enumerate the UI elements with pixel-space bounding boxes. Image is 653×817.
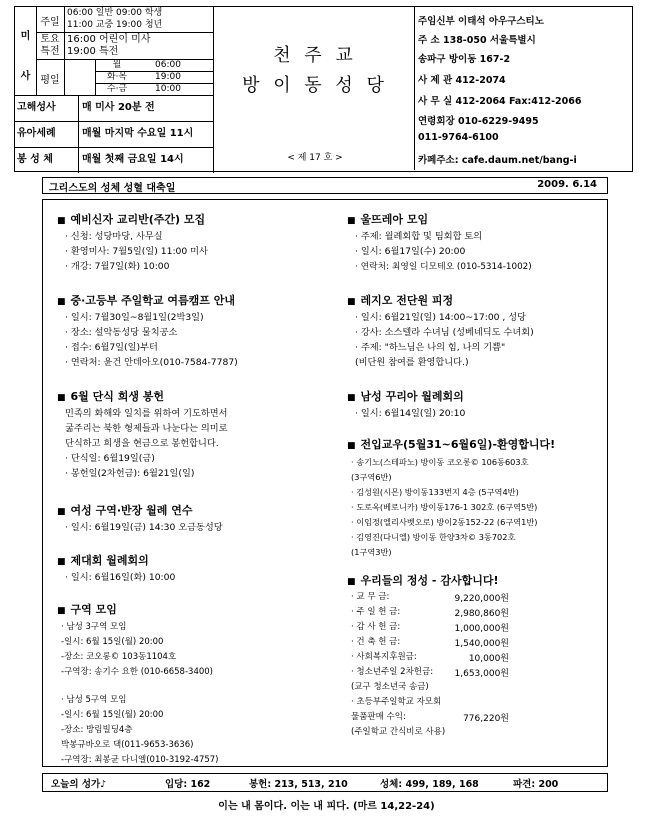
scripture-verse: 이는 내 몸이다. 이는 내 피다. (마르 14,22-24) — [218, 801, 435, 812]
weekday-time-2: 19:00 — [155, 72, 181, 82]
infant-baptism-label: 유아세례 — [17, 128, 56, 139]
summer-camp-title: ■ 중·고등부 주일학교 여름캠프 안내 — [57, 294, 235, 307]
offering-label-4: · 건 축 헌 금: — [351, 637, 401, 647]
saturday-time-1: 16:00 어린이 미사 — [67, 34, 151, 45]
offering-label-7: (교구 청소년국 송금) — [351, 682, 429, 692]
holy-hour-value: 매월 첫째 금요일 14시 — [82, 154, 184, 165]
weekday-day-1: 월 — [112, 60, 122, 70]
weekday-day-3: 수·금 — [106, 84, 128, 94]
info-funeral-society: 연령회장 010-6229-9495 — [418, 116, 539, 127]
fasting-line-1: 민족의 화해와 일치를 위하여 기도하면서 — [65, 408, 228, 419]
legio-retreat-line-2: · 강사: 소스텔라 수녀님 (성베네딕도 수녀회) — [355, 327, 534, 338]
bulletin-date: 2009. 6.14 — [537, 179, 597, 190]
fasting-line-2: 굶주리는 북한 형제들과 나눈다는 의미로 — [65, 423, 228, 434]
district-line-9: 박봉규바오로 댁(011-9653-3636) — [61, 740, 194, 750]
district-line-3: -장소: 코오롱© 103동1104호 — [61, 652, 177, 662]
offering-label-6: · 청소년주일 2차헌금: — [351, 667, 434, 677]
mass-label-top: 미 — [20, 31, 31, 42]
fasting-line-4: · 단식일: 6월19일(금) — [65, 453, 155, 464]
info-funeral-society-2: 011-9764-6100 — [418, 132, 499, 143]
new-parishioner-1: · 송기노(스테파노) 방이동 코오롱© 106동603호 — [351, 457, 529, 467]
saturday-label: 토요 특전 — [40, 34, 60, 57]
curia-meeting-title: ■ 남성 꾸리아 월례회의 — [347, 390, 464, 403]
issue-number: < 제 17 호 > — [287, 153, 343, 163]
offering-title: ■ 우리들의 정성 - 감사합니다! — [347, 574, 499, 587]
summer-camp-line-4: · 연락처: 윤건 안데아오(010-7584-7787) — [65, 357, 238, 368]
district-meeting-title: ■ 구역 모임 — [57, 603, 117, 616]
summer-camp-line-1: · 일시: 7월30일~8월1일(2박3일) — [65, 312, 204, 323]
altar-society-line-1: · 일시: 6월16일(화) 10:00 — [65, 572, 176, 583]
catechumen-line-2: · 환영미사: 7월5일(일) 11:00 미사 — [65, 246, 208, 257]
curia-meeting-line-1: · 일시: 6월14일(일) 20:10 — [355, 408, 466, 419]
legio-retreat-line-4: (비단원 참여를 환영합니다.) — [355, 357, 469, 368]
ultreya-line-2: · 일시: 6월17일(수) 20:00 — [355, 246, 466, 257]
sunday-times-1: 06:00 일반 09:00 학생 — [67, 8, 163, 18]
district-line-2: -일시: 6월 15일(월) 20:00 — [61, 637, 164, 647]
new-parishioner-3: · 도로옥(베로니카) 방이동176-1 302호 (6구역5반) — [351, 502, 538, 512]
mass-label-bottom: 사 — [20, 71, 31, 82]
ultreya-line-3: · 연락처: 최영일 디모테오 (010-5314-1002) — [355, 262, 532, 272]
offering-amount-3: 1,000,000원 — [454, 624, 509, 634]
info-office: 사 무 실 412-2064 Fax:412-2066 — [418, 96, 582, 107]
ultreya-line-1: · 주제: 월례회합 및 팀회합 토의 — [355, 231, 483, 242]
info-cafe: 카페주소: cafe.daum.net/bang-i — [418, 155, 577, 166]
district-line-8: -장소: 방림빌딩4층 — [61, 725, 133, 735]
info-rectory: 사 제 관 412-2074 — [418, 75, 506, 86]
new-parishioner-5: · 김영진(다니엘) 방이동 한양3차© 3동702호 — [351, 532, 516, 542]
summer-camp-line-2: · 장소: 설악동성당 물치공소 — [65, 327, 178, 338]
weekday-day-2: 화·목 — [106, 72, 128, 82]
offering-amount-1: 9,220,000원 — [454, 594, 509, 604]
confession-label: 고해성사 — [17, 102, 56, 113]
legio-retreat-line-1: · 일시: 6월21일(일) 14:00~17:00 , 성당 — [355, 312, 527, 323]
offering-amount-9: 776,220원 — [463, 714, 509, 724]
mass-schedule-table — [15, 7, 214, 173]
hymn-label: 오늘의 성가♪ — [51, 779, 107, 790]
catechumen-line-3: · 개강: 7월7일(화) 10:00 — [65, 261, 170, 272]
fasting-line-3: 단식하고 희생을 현금으로 봉헌합니다. — [65, 438, 219, 449]
church-type-title: 천 주 교 — [273, 45, 357, 66]
ultreya-title: ■ 울뜨레아 모임 — [347, 213, 429, 226]
bulletin-header — [14, 6, 633, 172]
offering-amount-4: 1,540,000원 — [454, 639, 509, 649]
offering-label-9: 물품판매 수익: — [351, 712, 406, 722]
altar-society-title: ■ 제대회 월례회의 — [57, 554, 149, 567]
weekday-time-1: 06:00 — [155, 60, 181, 70]
hymn-entrance: 입당: 162 — [165, 779, 211, 790]
new-parishioner-5b: (1구역3반) — [351, 547, 392, 557]
district-line-1: · 남성 3구역 모임 — [61, 622, 127, 632]
catechumen-line-1: · 신청: 성당마당, 사무실 — [65, 231, 163, 242]
district-line-10: -구역장: 최봉균 다니엘(010-3192-4757) — [61, 755, 219, 765]
info-address-2: 송파구 방이동 167-2 — [418, 54, 511, 65]
womens-training-line-1: · 일시: 6월19일(금) 14:30 오금동성당 — [65, 522, 223, 533]
hymn-communion: 성체: 499, 189, 168 — [380, 779, 479, 790]
new-parishioner-4: · 이임정(엘리사벳오로) 방이2동152-22 (6구역1반) — [351, 517, 538, 527]
hymn-recessional: 파견: 200 — [513, 779, 559, 790]
saturday-time-2: 19:00 특전 — [67, 46, 119, 57]
new-parishioner-2: · 김성원(시몬) 방이동133번지 4층 (5구역4반) — [351, 487, 519, 497]
church-name-title: 방 이 동 성 당 — [242, 75, 388, 96]
offering-label-1: · 교 무 금: — [351, 592, 390, 602]
holy-hour-label: 봉 성 체 — [17, 154, 53, 165]
district-line-4: -구역장: 송기수 요한 (010-6658-3400) — [61, 667, 213, 677]
summer-camp-line-3: · 접수: 6월7일(일)부터 — [65, 342, 158, 353]
legio-retreat-line-3: · 주제: "하느님은 나의 힘, 나의 기쁨" — [355, 342, 506, 353]
catechumen-title: ■ 예비신자 교리반(주간) 모집 — [57, 213, 206, 226]
district-line-7: -일시: 6월 15일(월) 20:00 — [61, 710, 164, 720]
womens-training-title: ■ 여성 구역·반장 월례 연수 — [57, 504, 193, 517]
offering-amount-2: 2,980,860원 — [454, 609, 509, 619]
hymn-bar — [42, 773, 608, 792]
sunday-label: 주일 — [40, 17, 60, 28]
offering-label-2: · 주 일 헌 금: — [351, 607, 401, 617]
confession-value: 매 미사 20분 전 — [82, 102, 155, 113]
offering-amount-5: 10,000원 — [468, 654, 509, 664]
fasting-line-5: · 봉헌일(2차헌금): 6월21일(일) — [65, 468, 195, 479]
offering-label-10: (주일학교 간식비로 사용) — [351, 727, 446, 737]
bulletin-body — [42, 199, 608, 767]
fasting-title: ■ 6월 단식 희생 봉헌 — [57, 390, 165, 403]
info-pastor: 주임신부 이태석 아우구스티노 — [418, 16, 544, 27]
weekday-time-3: 10:00 — [155, 84, 181, 94]
offering-amount-6: 1,653,000원 — [454, 669, 509, 679]
district-line-6: · 남성 5구역 모임 — [61, 695, 127, 705]
hymn-offertory: 봉헌: 213, 513, 210 — [249, 779, 348, 790]
sunday-times-2: 11:00 교중 19:00 청년 — [67, 20, 163, 30]
new-parishioners-title: ■ 전입교우(5월31~6월6일)-환영합니다! — [347, 438, 556, 451]
info-address: 주 소 138-050 서울특별시 — [418, 35, 536, 46]
infant-baptism-value: 매월 마지막 수요일 11시 — [82, 128, 194, 139]
offering-label-5: · 사회복지후원금: — [351, 652, 417, 662]
date-bar — [42, 177, 608, 194]
feast-title: 그리스도의 성체 성혈 대축일 — [49, 183, 176, 194]
offering-label-3: · 감 사 헌 금: — [351, 622, 401, 632]
weekday-label: 평일 — [40, 75, 60, 86]
offering-label-8: · 초등부주일학교 자모회 — [351, 697, 442, 707]
new-parishioner-1b: (3구역6반) — [351, 472, 392, 482]
legio-retreat-title: ■ 레지오 전단원 피정 — [347, 294, 454, 307]
